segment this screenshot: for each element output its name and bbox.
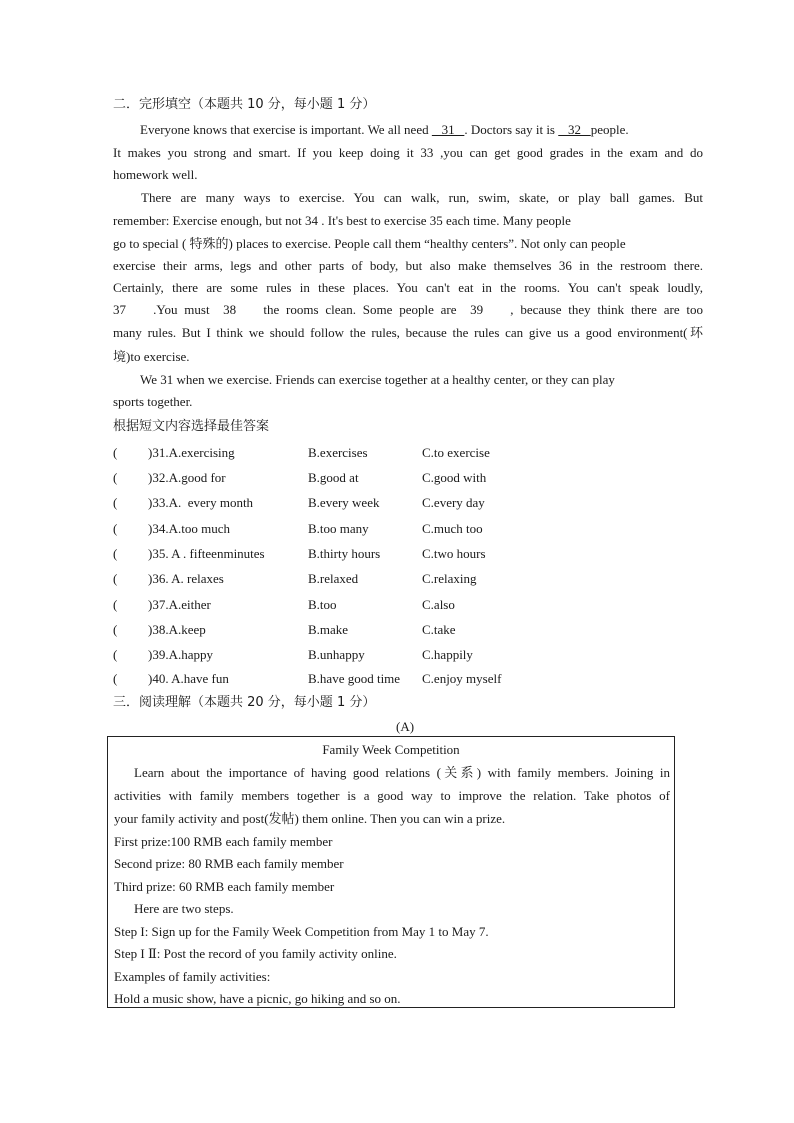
option-b: B.relaxed	[308, 571, 359, 586]
answer-paren: (	[113, 546, 118, 561]
step-one: Step I: Sign up for the Family Week Competition from May 1 to May 7.	[114, 924, 489, 939]
passage-line: Learn about the importance of having good relations (关系) with family members. Joining in	[134, 765, 670, 780]
option-b: B.too many	[308, 521, 369, 536]
p2-line-1: There are many ways to exercise. You can walk, run, swim, skate, or play ball games. But	[141, 190, 703, 205]
option-c: C.take	[422, 622, 456, 637]
passage-line: Here are two steps.	[134, 901, 234, 916]
passage-line: activities with family members together is a good way to improve the relation. Take photos of	[114, 788, 670, 803]
p3-line-1: We 31 when we exercise. Friends can exercise together at a healthy center, or they can play	[140, 372, 615, 387]
passage-line: Hold a music show, have a picnic, go hiking and so on.	[114, 991, 401, 1006]
p2-line-3: go to special ( 特殊的) places to exercise. People call them “healthy centers”. Not only can people	[113, 236, 626, 251]
p1-text: people.	[590, 122, 629, 137]
answer-paren: (	[113, 597, 118, 612]
option-b: B.make	[308, 622, 349, 637]
passage-line: your family activity and post(发帖) them online. Then you can win a prize.	[114, 811, 506, 826]
section3-heading: 三．阅读理解（本题共 20 分，每小题 1 分）	[113, 695, 376, 710]
p1-line-1	[140, 121, 703, 139]
answer-paren: (	[113, 671, 118, 686]
option-a: )40. A.have fun	[148, 671, 229, 686]
option-c: C.relaxing	[422, 571, 477, 586]
option-b: B.every week	[308, 495, 380, 510]
option-a: )38.A.keep	[148, 622, 206, 637]
option-a: )31.A.exercising	[148, 445, 235, 460]
option-c: C.to exercise	[422, 445, 490, 460]
p2-line-8: 境)to exercise.	[113, 349, 190, 364]
option-a: )33.A. every month	[148, 495, 254, 510]
p2-line-7: many rules. But I think we should follow the rules, because the rules can give us a good environment(环	[113, 325, 703, 340]
blank-31: 31	[431, 122, 465, 137]
option-b: B.have good time	[308, 671, 401, 686]
step-two: Step I Ⅱ: Post the record of you family activity online.	[114, 946, 397, 961]
answer-paren: (	[113, 495, 118, 510]
option-c: C.happily	[422, 647, 473, 662]
part-label: (A)	[396, 719, 415, 734]
passage-line: Examples of family activities:	[114, 969, 271, 984]
answer-paren: (	[113, 521, 118, 536]
p1-text: . Doctors say it is	[464, 122, 559, 137]
prize-second: Second prize: 80 RMB each family member	[114, 856, 344, 871]
option-b: B.good at	[308, 470, 359, 485]
answer-paren: (	[113, 647, 118, 662]
p1-line-3: homework well.	[113, 167, 198, 182]
answer-paren: (	[113, 470, 118, 485]
option-a: )37.A.either	[148, 597, 211, 612]
option-c: C.good with	[422, 470, 487, 485]
option-c: C.enjoy myself	[422, 671, 502, 686]
option-a: )39.A.happy	[148, 647, 213, 662]
option-b: B.too	[308, 597, 337, 612]
passage-title: Family Week Competition	[322, 742, 460, 757]
prize-third: Third prize: 60 RMB each family member	[114, 879, 335, 894]
option-b: B.unhappy	[308, 647, 365, 662]
option-c: C.two hours	[422, 546, 486, 561]
option-a: )32.A.good for	[148, 470, 226, 485]
p3-line-2: sports together.	[113, 394, 193, 409]
option-b: B.thirty hours	[308, 546, 381, 561]
prize-first: First prize:100 RMB each family member	[114, 834, 333, 849]
p2-line-4: exercise their arms, legs and other parts of body, but also make themselves 36 in the restroom there.	[113, 258, 703, 273]
p2-line-6: 37 .You must 38 the rooms clean. Some people are 39 , because they think there are too	[113, 302, 703, 317]
option-c: C.every day	[422, 495, 485, 510]
option-a: )35. A . fifteenminutes	[148, 546, 265, 561]
option-a: )36. A. relaxes	[148, 571, 224, 586]
p2-line-5: Certainly, there are some rules in these places. You can't eat in the rooms. You can't speak loudly,	[113, 280, 703, 295]
option-b: B.exercises	[308, 445, 368, 460]
answer-paren: (	[113, 571, 118, 586]
option-a: )34.A.too much	[148, 521, 230, 536]
p1-text: Everyone knows that exercise is important. We all need	[140, 122, 432, 137]
blank-32: 32	[558, 122, 591, 137]
p2-line-2: remember: Exercise enough, but not 34 . It's best to exercise 35 each time. Many people	[113, 213, 571, 228]
p1-line-2: It makes you strong and smart. If you keep doing it 33 ,you can get good grades in the exam and do	[113, 145, 703, 160]
option-c: C.much too	[422, 521, 483, 536]
passage-box	[107, 736, 675, 1008]
answer-paren: (	[113, 622, 118, 637]
section2-heading: 二．完形填空（本题共 10 分，每小题 1 分）	[113, 97, 376, 112]
answer-paren: (	[113, 445, 118, 460]
option-c: C.also	[422, 597, 455, 612]
instruction: 根据短文内容选择最佳答案	[113, 419, 270, 434]
